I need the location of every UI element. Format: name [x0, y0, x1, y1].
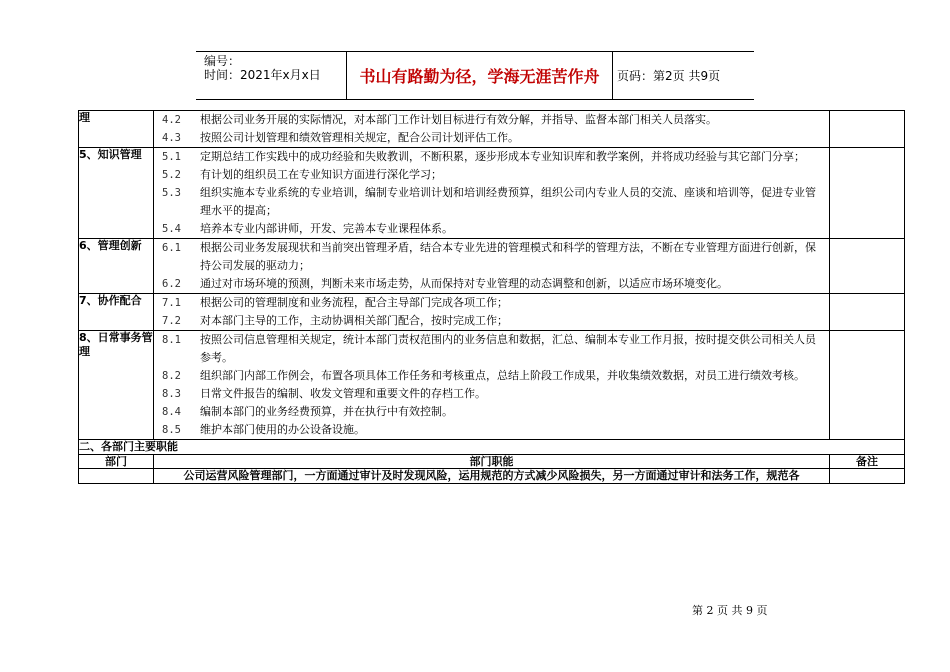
duty-item-number: 5.4 — [162, 223, 181, 235]
section2-title-row — [79, 440, 905, 455]
duty-item-number: 4.3 — [162, 132, 181, 144]
responsibility-table — [78, 110, 905, 484]
duty-item — [154, 220, 829, 238]
section-row — [79, 111, 905, 148]
duty-item-number: 5.2 — [162, 169, 181, 181]
duty-item-text: 日常文件报告的编制、收发文管理和重要文件的存档工作。 — [200, 387, 486, 400]
note-cell — [830, 239, 905, 294]
note-cell — [830, 331, 905, 440]
duty-item-text: 通过对市场环境的预测，判断未来市场走势，从而保持对专业管理的动态调整和创新，以适应市场环境变化。 — [200, 277, 728, 290]
note-cell — [830, 148, 905, 239]
duty-item-text: 编制本部门的业务经费预算，并在执行中有效控制。 — [200, 405, 453, 418]
section2-header-row — [79, 455, 905, 469]
duty-item-number: 8.2 — [162, 370, 181, 382]
section-row — [79, 148, 905, 239]
duty-item-text: 组织实施本专业系统的专业培训，编制专业培训计划和培训经费预算，组织公司内专业人员的交流、座谈和培训等，促进专业管理水平的提高； — [200, 186, 816, 217]
duty-item-number: 4.2 — [162, 114, 181, 126]
duty-item-text: 根据公司业务发展现状和当前突出管理矛盾，结合本专业先进的管理模式和科学的管理方法，不断在专业管理方面进行创新，保持公司发展的驱动力； — [200, 241, 816, 272]
section-row — [79, 331, 905, 440]
header-motto: 书山有路勤为径，学海无涯苦作舟 — [347, 52, 613, 99]
duty-item-text: 有计划的组织员工在专业知识方面进行深化学习； — [200, 168, 442, 181]
duty-item-text: 对本部门主导的工作，主动协调相关部门配合，按时完成工作； — [200, 314, 508, 327]
duty-item — [154, 111, 829, 129]
category-cell: 理 — [79, 111, 154, 148]
duty-item-text: 组织部门内部工作例会，布置各项具体工作任务和考核重点，总结上阶段工作成果，并收集绩效数据，对员工进行绩效考核。 — [200, 369, 805, 382]
duty-items-cell — [154, 331, 830, 440]
duty-item-number: 7.1 — [162, 297, 181, 309]
note-cell — [830, 469, 905, 484]
page-footer: 第 2 页 共 9 页 — [692, 604, 768, 617]
note-column-header: 备注 — [830, 455, 905, 469]
note-cell — [830, 294, 905, 331]
duty-item — [154, 166, 829, 184]
duty-item-text: 按照公司信息管理相关规定，统计本部门责权范围内的业务信息和数据，汇总、编制本专业工作月报，按时提交供公司相关人员参考。 — [200, 333, 816, 364]
function-text: 公司运营风险管理部门，一方面通过审计及时发现风险，运用规范的方式减少风险损失，另一方面通过审计和法务工作，规范各 — [154, 469, 830, 484]
duty-item-number: 5.3 — [162, 187, 181, 199]
duty-item-number: 5.1 — [162, 151, 181, 163]
duty-item-number: 8.1 — [162, 334, 181, 346]
doc-number-label: 编号： — [204, 54, 241, 68]
note-cell — [830, 111, 905, 148]
duty-item — [154, 312, 829, 330]
duty-item — [154, 421, 829, 439]
section2-title: 二、各部门主要职能 — [79, 440, 905, 455]
section-row — [79, 294, 905, 331]
duty-item-text: 维护本部门使用的办公设备设施。 — [200, 423, 365, 436]
duty-item — [154, 385, 829, 403]
duty-item — [154, 331, 829, 367]
duty-item — [154, 148, 829, 166]
duty-item — [154, 294, 829, 312]
duty-item-text: 培养本专业内部讲师，开发、完善本专业课程体系。 — [200, 222, 453, 235]
duty-item — [154, 275, 829, 293]
duty-items-cell — [154, 239, 830, 294]
duty-item-text: 按照公司计划管理和绩效管理相关规定，配合公司计划评估工作。 — [200, 131, 519, 144]
duty-item-number: 8.3 — [162, 388, 181, 400]
duty-item-number: 8.4 — [162, 406, 181, 418]
section-row — [79, 239, 905, 294]
section2-content-row — [79, 469, 905, 484]
duty-items-cell — [154, 148, 830, 239]
duty-item — [154, 367, 829, 385]
duty-item-text: 根据公司的管理制度和业务流程，配合主导部门完成各项工作； — [200, 296, 508, 309]
page-header — [196, 51, 754, 100]
category-cell: 8、日常事务管理 — [79, 331, 154, 440]
doc-time: 时间：2021年x月x日 — [204, 68, 321, 82]
duty-items-cell — [154, 111, 830, 148]
duty-item-number: 6.2 — [162, 278, 181, 290]
category-cell: 7、协作配合 — [79, 294, 154, 331]
category-cell: 6、管理创新 — [79, 239, 154, 294]
duty-item — [154, 184, 829, 220]
duty-item-number: 7.2 — [162, 315, 181, 327]
duty-item-number: 8.5 — [162, 424, 181, 436]
dept-column-header: 部门 — [79, 455, 154, 469]
duty-item — [154, 403, 829, 421]
header-info — [196, 52, 347, 99]
duty-item-text: 定期总结工作实践中的成功经验和失败教训，不断积累，逐步形成本专业知识库和教学案例，并将成功经验与其它部门分享； — [200, 150, 805, 163]
duty-item-number: 6.1 — [162, 242, 181, 254]
duty-item — [154, 239, 829, 275]
dept-cell — [79, 469, 154, 484]
category-cell: 5、知识管理 — [79, 148, 154, 239]
header-page-number: 页码：第2页 共9页 — [617, 69, 721, 83]
function-column-header: 部门职能 — [154, 455, 830, 469]
duty-items-cell — [154, 294, 830, 331]
duty-item-text: 根据公司业务开展的实际情况，对本部门工作计划目标进行有效分解，并指导、监督本部门相关人员落实。 — [200, 113, 717, 126]
duty-item — [154, 129, 829, 147]
